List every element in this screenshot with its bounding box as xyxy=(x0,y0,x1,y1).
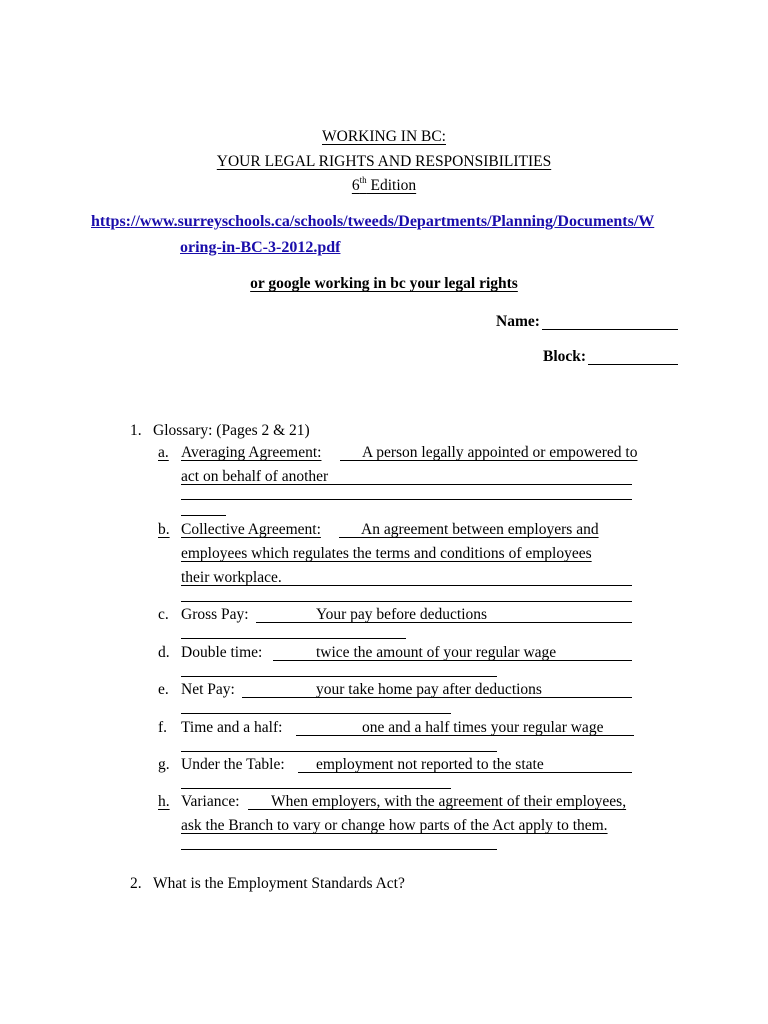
item-d-answer-line[interactable] xyxy=(181,676,497,677)
item-g-answer-line[interactable] xyxy=(181,788,451,789)
item-g-gap-line xyxy=(298,772,316,773)
item-c-definition: Your pay before deductions xyxy=(316,606,488,623)
title-line-1: WORKING IN BC: xyxy=(322,128,446,145)
item-a-answer-line-1[interactable] xyxy=(181,484,632,485)
question-1-number: 1. xyxy=(130,422,142,439)
item-f-answer-line[interactable] xyxy=(181,751,497,752)
document-link-line-2[interactable]: oring-in-BC-3-2012.pdf xyxy=(180,239,341,256)
item-g-letter: g. xyxy=(158,756,170,773)
item-e-definition: your take home pay after deductions xyxy=(316,681,542,698)
item-a-letter: a. xyxy=(158,444,169,461)
item-d-letter: d. xyxy=(158,644,170,661)
item-h-answer-line[interactable] xyxy=(181,849,497,850)
name-label: Name: xyxy=(496,313,540,330)
item-a-answer-line-3[interactable] xyxy=(181,515,226,516)
item-g-definition-line xyxy=(316,772,632,773)
item-h-term: Variance: xyxy=(181,793,240,810)
edition-word: Edition xyxy=(366,177,417,194)
item-a-term: Averaging Agreement: xyxy=(181,444,322,461)
item-g-definition: employment not reported to the state xyxy=(316,756,544,773)
edition-label xyxy=(0,174,768,195)
item-b-gap-line xyxy=(339,537,361,538)
item-d-definition: twice the amount of your regular wage xyxy=(316,644,557,661)
google-hint: or google working in bc your legal rights xyxy=(250,275,518,292)
block-label: Block: xyxy=(543,348,587,365)
item-b-definition-line-3: their workplace. xyxy=(181,569,282,586)
item-e-gap-line xyxy=(242,697,316,698)
item-d-definition-line xyxy=(316,660,632,661)
title-line-2: YOUR LEGAL RIGHTS AND RESPONSIBILITIES xyxy=(216,153,552,170)
item-e-term: Net Pay: xyxy=(181,681,235,698)
item-h-definition-line-2: ask the Branch to vary or change how parts of the Act apply to them. xyxy=(181,817,608,834)
question-2-text: What is the Employment Standards Act? xyxy=(153,875,405,892)
item-g-term: Under the Table: xyxy=(181,756,285,773)
item-a-answer-line-2[interactable] xyxy=(181,499,632,500)
name-field[interactable] xyxy=(542,329,678,330)
item-e-definition-line xyxy=(316,697,632,698)
item-d-gap-line xyxy=(273,660,316,661)
item-f-letter: f. xyxy=(158,719,168,736)
item-b-term: Collective Agreement: xyxy=(181,521,321,538)
item-f-gap-line xyxy=(296,735,362,736)
item-e-letter: e. xyxy=(158,681,169,698)
item-d-term: Double time: xyxy=(181,644,263,661)
item-f-term: Time and a half: xyxy=(181,719,283,736)
document-link-line-1[interactable]: https://www.surreyschools.ca/schools/tweeds/Departments/Planning/Documents/W xyxy=(91,213,655,230)
item-h-gap-line xyxy=(248,809,271,810)
item-a-gap-line xyxy=(340,460,362,461)
item-b-answer-line-2[interactable] xyxy=(181,601,632,602)
edition-suffix: th xyxy=(359,174,367,185)
item-c-term: Gross Pay: xyxy=(181,606,249,623)
item-c-answer-line[interactable] xyxy=(181,638,406,639)
question-1-heading: Glossary: (Pages 2 & 21) xyxy=(153,422,310,439)
edition-number: 6 xyxy=(351,177,360,194)
item-c-gap-line xyxy=(256,622,316,623)
item-h-letter: h. xyxy=(158,793,170,810)
item-h-definition-line-1: When employers, with the agreement of their employees, xyxy=(271,793,627,810)
item-c-letter: c. xyxy=(158,606,169,623)
item-f-definition-line xyxy=(362,735,634,736)
question-2-number: 2. xyxy=(130,875,142,892)
item-a-definition-line-2: act on behalf of another xyxy=(181,468,329,485)
item-b-letter: b. xyxy=(158,521,170,538)
item-c-definition-line xyxy=(316,622,632,623)
item-b-definition-line-2: employees which regulates the terms and conditions of employees xyxy=(181,545,592,562)
item-b-definition-line-1: An agreement between employers and xyxy=(361,521,599,538)
item-f-definition: one and a half times your regular wage xyxy=(362,719,604,736)
item-e-answer-line[interactable] xyxy=(181,713,451,714)
item-b-answer-line-1[interactable] xyxy=(181,585,632,586)
block-field[interactable] xyxy=(588,364,678,365)
item-a-definition-line-1: A person legally appointed or empowered to xyxy=(362,444,638,461)
